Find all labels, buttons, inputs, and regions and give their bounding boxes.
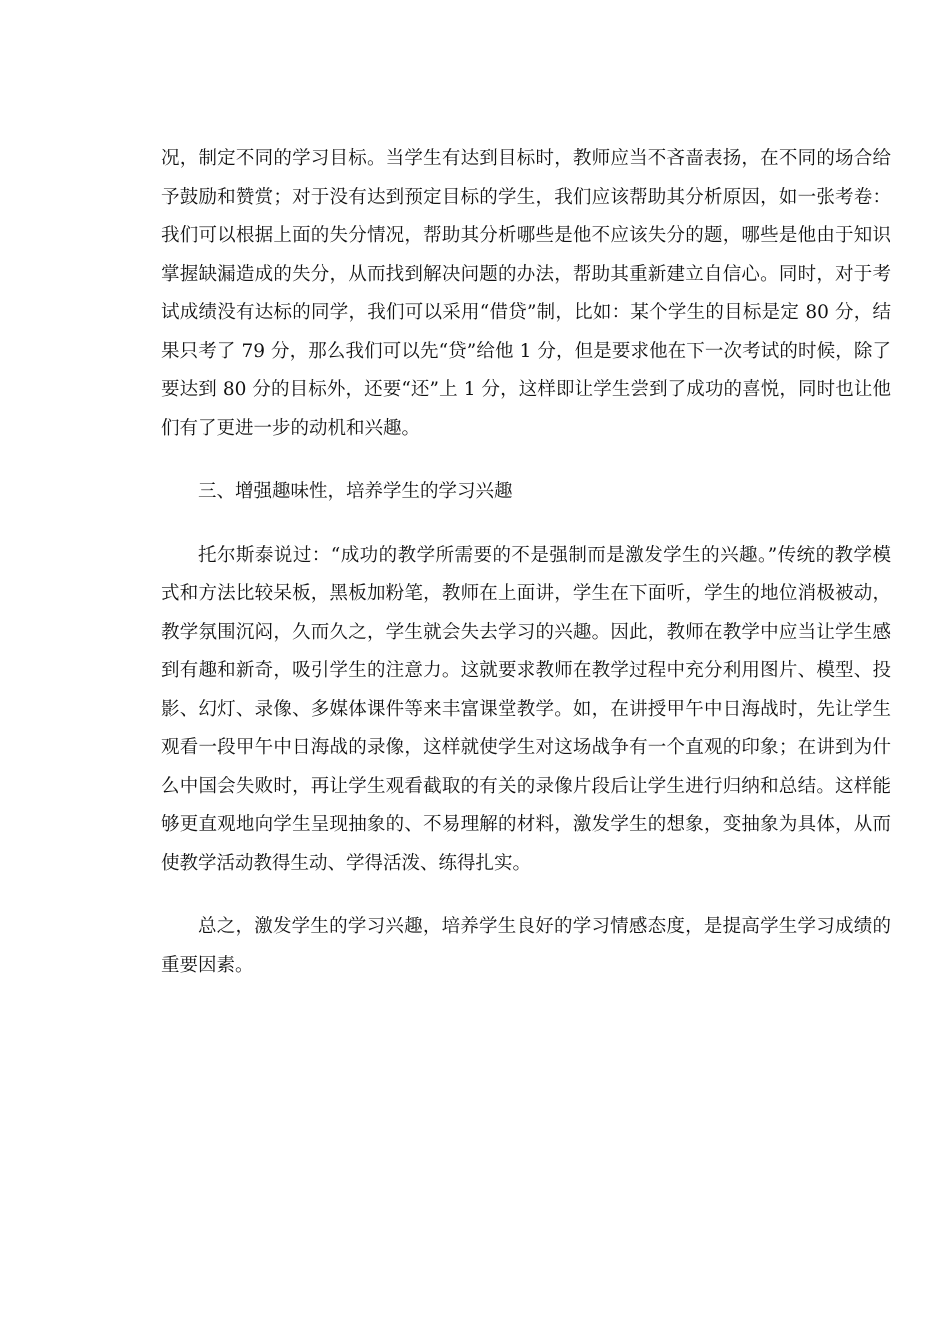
body-paragraph-tolstoy: 托尔斯泰说过：“成功的教学所需要的不是强制而是激发学生的兴趣。”传统的教学模式和方法比较呆板，黑板加粉笔，教师在上面讲，学生在下面听，学生的地位消极被动，教学氛围沉闷，久而久之，学生就会失去学习的兴趣。因此，教师在教学中应当让学生感到有趣和新奇，吸引学生的注意力。这就要求教师在教学过程中充分利用图片、模型、投影、幻灯、录像、多媒体课件等来丰富课堂教学。如，在讲授甲午中日海战时，先让学生观看一段甲午中日海战的录像，这样就使学生对这场战争有一个直观的印象；在讲到为什么中国会失败时，再让学生观看截取的有关的录像片段后让学生进行归纳和总结。这样能够更直观地向学生呈现抽象的、不易理解的材料，激发学生的想象，变抽象为具体，从而使教学活动教得生动、学得活泼、练得扎实。: [161, 544, 891, 874]
body-paragraph-conclusion: 总之，激发学生的学习兴趣，培养学生良好的学习情感态度，是提高学生学习成绩的重要因素。: [161, 916, 891, 976]
document-page: [161, 140, 891, 985]
body-paragraph-continuation: 况，制定不同的学习目标。当学生有达到目标时，教师应当不吝啬表扬，在不同的场合给予鼓励和赞赏；对于没有达到预定目标的学生，我们应该帮助其分析原因，如一张考卷：我们可以根据上面的失分情况，帮助其分析哪些是他不应该失分的题，哪些是他由于知识掌握缺漏造成的失分，从而找到解决问题的办法，帮助其重新建立自信心。同时，对于考试成绩没有达标的同学，我们可以采用“借贷”制，比如：某个学生的目标是定 80 分，结果只考了 79 分，那么我们可以先“贷”给他 1 分，但是要求他在下一次考试的时候，除了要达到 80 分的目标外，还要“还”上 1 分，这样即让学生尝到了成功的喜悦，同时也让他们有了更进一步的动机和兴趣。: [161, 148, 891, 439]
section-heading: 三、增强趣味性，培养学生的学习兴趣: [198, 481, 513, 502]
